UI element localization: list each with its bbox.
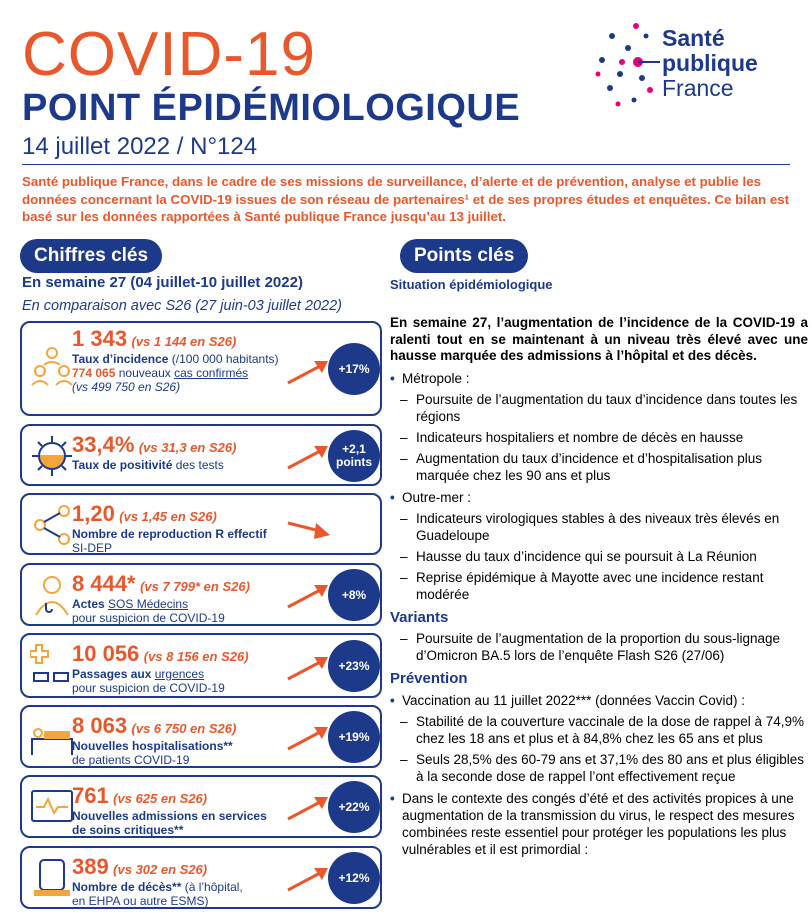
points-cles-body [390,276,808,858]
positivite-badge: +2,1 points [328,430,380,482]
subtitle: POINT ÉPIDÉMIOLOGIQUE [22,87,521,129]
list-item: – Poursuite de l’augmentation du taux d’incidence dans toutes les régions [390,391,808,425]
chiffres-cles-heading: Chiffres clés [20,239,162,273]
prevention-heading: Prévention [390,669,468,687]
network-icon [30,503,74,547]
hospitalisations-value: 8 063 [72,713,128,738]
arrow-up-icon [284,581,332,611]
hospitalisations-badge: +19% [328,711,380,763]
urgences-value: 10 056 [72,641,140,666]
logo-text: Santé publique France [662,25,758,101]
sos-badge: +8% [328,569,380,621]
vaccination-item: • Vaccination au 11 juillet 2022*** (données Vaccin Covid) : [390,692,808,709]
urgences-badge: +23% [328,640,380,692]
arrow-up-icon [284,442,332,472]
card-reproduction: 1,20 (vs 1,45 en S26) Nombre de reproduction R effectif SI-DEP [20,493,382,555]
incidence-badge: +17% [328,343,380,395]
list-item: – Indicateurs virologiques stables à des niveaux très élevés en Guadeloupe [390,510,808,544]
sos-medecins-link[interactable]: SOS Médecins [108,597,189,611]
variants-heading: Variants [390,608,449,626]
list-item: – Indicateurs hospitaliers et nombre de décès en hausse [390,429,808,446]
context-item: • Dans le contexte des congés d’été et des activités propices à une augmentation de la transmission du virus, le respect des mesures combinées reste essentiel pour protéger les populations les plus vulnérables et il est primordial : [390,790,808,858]
list-item: – Stabilité de la couverture vaccinale de la dose de rappel à 74,9% chez les 18 ans et plus et à 84,8% chez les 65 ans et plus [390,713,808,747]
points-cles-heading: Points clés [400,239,528,273]
card-urgences: 10 056 (vs 8 156 en S26) Passages aux urgences pour suspicion de COVID-19 +23% [20,633,382,698]
intro-paragraph: Santé publique France, dans le cadre de ses missions de surveillance, d’alerte et de prévention, analyse et publie les données concernant la COVID-19 issues de son réseau de partenaires¹ et de ses propres études et enquêtes. Ce bilan est basé sur les données rapportées à Santé publique France jusqu’au 13 juillet. [22,174,790,224]
card-positivite: 33,4% (vs 31,3 en S26) Taux de positivité des tests +2,1 points [20,424,382,486]
list-item: – Seuls 28,5% des 60-79 ans et 37,1% des 80 ans et plus éligibles à la seconde dose de rappel l’ont effectivement reçue [390,751,808,785]
arrow-right-icon [284,513,332,543]
monitor-icon [30,785,74,829]
card-hospitalisations: 8 063 (vs 6 750 en S26) Nouvelles hospitalisations** de patients COVID-19 +19% [20,705,382,768]
cas-confirmes-link[interactable]: cas confirmés [174,366,249,380]
deces-value: 389 [72,854,109,879]
reproduction-value: 1,20 [72,501,115,526]
hospital-bed-icon [30,715,74,759]
doctor-icon [30,573,74,617]
tombstone-icon [30,856,74,900]
people-icon [30,345,74,389]
list-item: – Augmentation du taux d’incidence et d’hospitalisation plus marquée chez les 90 ans et plus [390,450,808,484]
card-sos-medecins: 8 444* (vs 7 799* en S26) Actes SOS Médecins pour suspicion de COVID-19 +8% [20,563,382,626]
main-title: COVID-19 [22,20,316,89]
deces-badge: +12% [328,852,380,904]
metropole-heading: • Métropole : [390,370,808,387]
arrow-up-icon [284,723,332,753]
positivite-value: 33,4% [72,432,135,457]
comparison-label: En comparaison avec S26 (27 juin-03 juillet 2022) [22,298,342,314]
list-item: – Reprise épidémique à Mayotte avec une incidence restant modérée [390,569,808,603]
emergency-icon [30,643,74,687]
divider [22,164,790,165]
card-soins-critiques: 761 (vs 625 en S26) Nouvelles admissions en services de soins critiques** +22% [20,775,382,838]
sos-value: 8 444* [72,571,136,596]
week-label: En semaine 27 (04 juillet-10 juillet 2022) [22,274,303,291]
situation-heading: Situation épidémiologique [390,277,553,292]
soins-critiques-badge: +22% [328,781,380,833]
virus-icon [30,434,74,478]
urgences-link[interactable]: urgences [154,667,205,681]
outremer-heading: • Outre-mer : [390,489,808,506]
card-incidence: 1 343 (vs 1 144 en S26) Taux d’incidence (/100 000 habitants) 774 065 nouveaux cas confirmés (vs 499 750 en S26) +17% [20,321,382,416]
incidence-vs: (vs 1 144 en S26) [131,334,237,349]
arrow-up-icon [284,357,332,387]
list-item: – Poursuite de l’augmentation de la proportion du sous-lignage d’Omicron BA.5 lors de l’enquête Flash S26 (27/06) [390,630,808,664]
arrow-up-icon [284,864,332,894]
lead-paragraph: En semaine 27, l’augmentation de l’incidence de la COVID-19 a ralenti tout en se maintenant à un niveau très élevé avec une hausse marquée des admissions à l’hôpital et des décès. [390,315,808,363]
issue-date: 14 juillet 2022 / N°124 [22,133,258,160]
soins-critiques-value: 761 [72,783,109,808]
list-item: – Hausse du taux d’incidence qui se poursuit à La Réunion [390,548,808,565]
arrow-up-icon [284,653,332,683]
arrow-up-icon [284,793,332,823]
incidence-value: 1 343 [72,326,128,351]
card-deces: 389 (vs 302 en S26) Nombre de décès** (à l’hôpital, en EHPA ou autre ESMS) +12% [20,846,382,909]
